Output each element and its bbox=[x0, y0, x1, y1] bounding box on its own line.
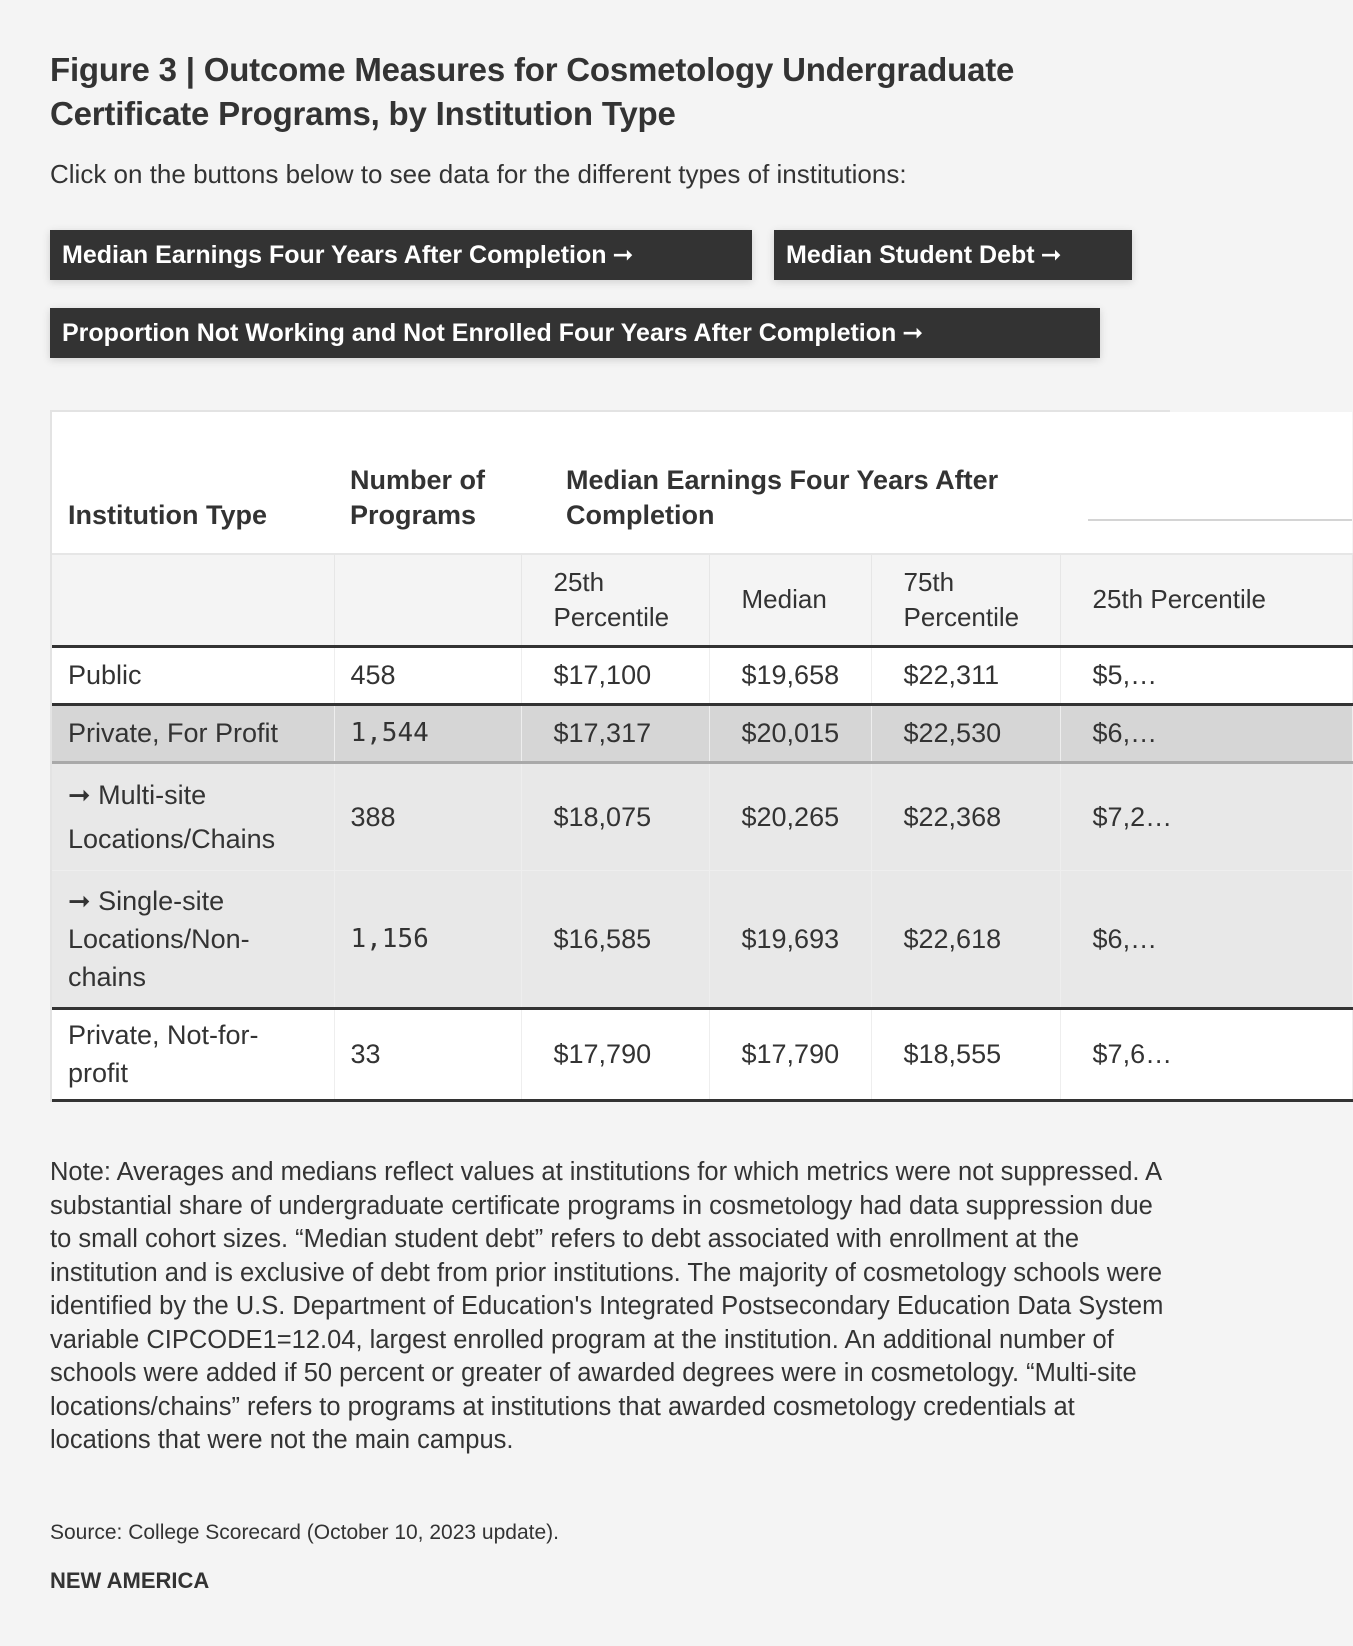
cell-median: $20,015 bbox=[709, 704, 871, 762]
cell-programs: 1,156 bbox=[334, 870, 521, 1008]
cell-p75: $18,555 bbox=[871, 1008, 1060, 1100]
group-divider bbox=[1088, 519, 1352, 521]
header-group-median-earnings: Median Earnings Four Years After Completion bbox=[521, 412, 1060, 554]
cell-next-p25: $6,… bbox=[1060, 870, 1352, 1008]
cell-p75: $22,618 bbox=[871, 870, 1060, 1008]
cell-p25: $18,075 bbox=[521, 762, 709, 870]
cell-institution-type: ➞ Multi-site Locations/Chains bbox=[52, 762, 334, 870]
median-student-debt-button[interactable] bbox=[774, 230, 1132, 280]
arrow-right-icon: ➞ bbox=[902, 319, 924, 347]
button-label: Median Earnings Four Years After Completion bbox=[62, 241, 607, 269]
subheader-median: Median bbox=[709, 554, 871, 646]
table-row bbox=[52, 646, 1352, 704]
cell-programs: 33 bbox=[334, 1008, 521, 1100]
brand-logo-text: NEW AMERICA bbox=[50, 1568, 210, 1593]
figure-source: Source: College Scorecard (October 10, 2023 update). bbox=[50, 1521, 559, 1544]
cell-p75: $22,368 bbox=[871, 762, 1060, 870]
figure-title: Figure 3 | Outcome Measures for Cosmetology Undergraduate Certificate Programs, by Institution Type bbox=[50, 51, 1015, 132]
cell-programs: 388 bbox=[334, 762, 521, 870]
button-label: Proportion Not Working and Not Enrolled Four Years After Completion bbox=[62, 319, 897, 347]
table-row bbox=[52, 762, 1352, 870]
cell-next-p25: $5,… bbox=[1060, 646, 1352, 704]
arrow-right-icon: ➞ bbox=[612, 241, 634, 269]
cell-institution-type: Private, Not-for-profit bbox=[52, 1008, 334, 1100]
cell-p75: $22,530 bbox=[871, 704, 1060, 762]
subheader-empty bbox=[334, 554, 521, 646]
header-institution-type: Institution Type bbox=[52, 412, 334, 554]
table-row bbox=[52, 1008, 1352, 1100]
cell-next-p25: $7,6… bbox=[1060, 1008, 1352, 1100]
cell-p25: $17,317 bbox=[521, 704, 709, 762]
cell-institution-type: ➞ Single-site Locations/Non-chains bbox=[52, 870, 334, 1008]
outcomes-table-scroll[interactable] bbox=[50, 410, 1266, 1102]
header-group-next bbox=[1060, 412, 1352, 554]
subheader-next-25th-percentile: 25th Percentile bbox=[1060, 554, 1352, 646]
header-number-of-programs: Number of Programs bbox=[334, 412, 521, 554]
subheader-empty bbox=[52, 554, 334, 646]
figure-subtitle: Click on the buttons below to see data for the different types of institutions: bbox=[50, 159, 907, 189]
cell-institution-type: Private, For Profit bbox=[52, 704, 334, 762]
cell-p25: $17,100 bbox=[521, 646, 709, 704]
cell-median: $17,790 bbox=[709, 1008, 871, 1100]
proportion-not-working-button[interactable] bbox=[50, 308, 1100, 358]
cell-p25: $17,790 bbox=[521, 1008, 709, 1100]
table-row bbox=[52, 870, 1352, 1008]
cell-median: $19,693 bbox=[709, 870, 871, 1008]
cell-median: $19,658 bbox=[709, 646, 871, 704]
cell-programs: 458 bbox=[334, 646, 521, 704]
cell-programs: 1,544 bbox=[334, 704, 521, 762]
cell-next-p25: $6,… bbox=[1060, 704, 1352, 762]
cell-median: $20,265 bbox=[709, 762, 871, 870]
median-earnings-button[interactable] bbox=[50, 230, 752, 280]
subheader-75th-percentile: 75th Percentile bbox=[871, 554, 1060, 646]
cell-p25: $16,585 bbox=[521, 870, 709, 1008]
cell-next-p25: $7,2… bbox=[1060, 762, 1352, 870]
figure-note: Note: Averages and medians reflect values at institutions for which metrics were not suppressed. A substantial share of undergraduate certificate programs in cosmetology had data suppression due to small cohort sizes. “Median student debt” refers to debt associated with enrollment at the institution and is exclusive of debt from prior institutions. The majority of cosmetology schools were identified by the U.S. Department of Education's Integrated Postsecondary Education Data System variable CIPCODE1=12.04, largest enrolled program at the institution. An additional number of schools were added if 50 percent or greater of awarded degrees were in cosmetology. “Multi-site locations/chains” refers to programs at institutions that awarded cosmetology credentials at locations that were not the main campus. bbox=[50, 1158, 1164, 1454]
cell-p75: $22,311 bbox=[871, 646, 1060, 704]
button-label: Median Student Debt bbox=[786, 241, 1035, 269]
subheader-25th-percentile: 25th Percentile bbox=[521, 554, 709, 646]
arrow-right-icon: ➞ bbox=[1040, 241, 1062, 269]
table-row bbox=[52, 704, 1352, 762]
outcomes-table bbox=[52, 412, 1353, 1102]
cell-institution-type: Public bbox=[52, 646, 334, 704]
